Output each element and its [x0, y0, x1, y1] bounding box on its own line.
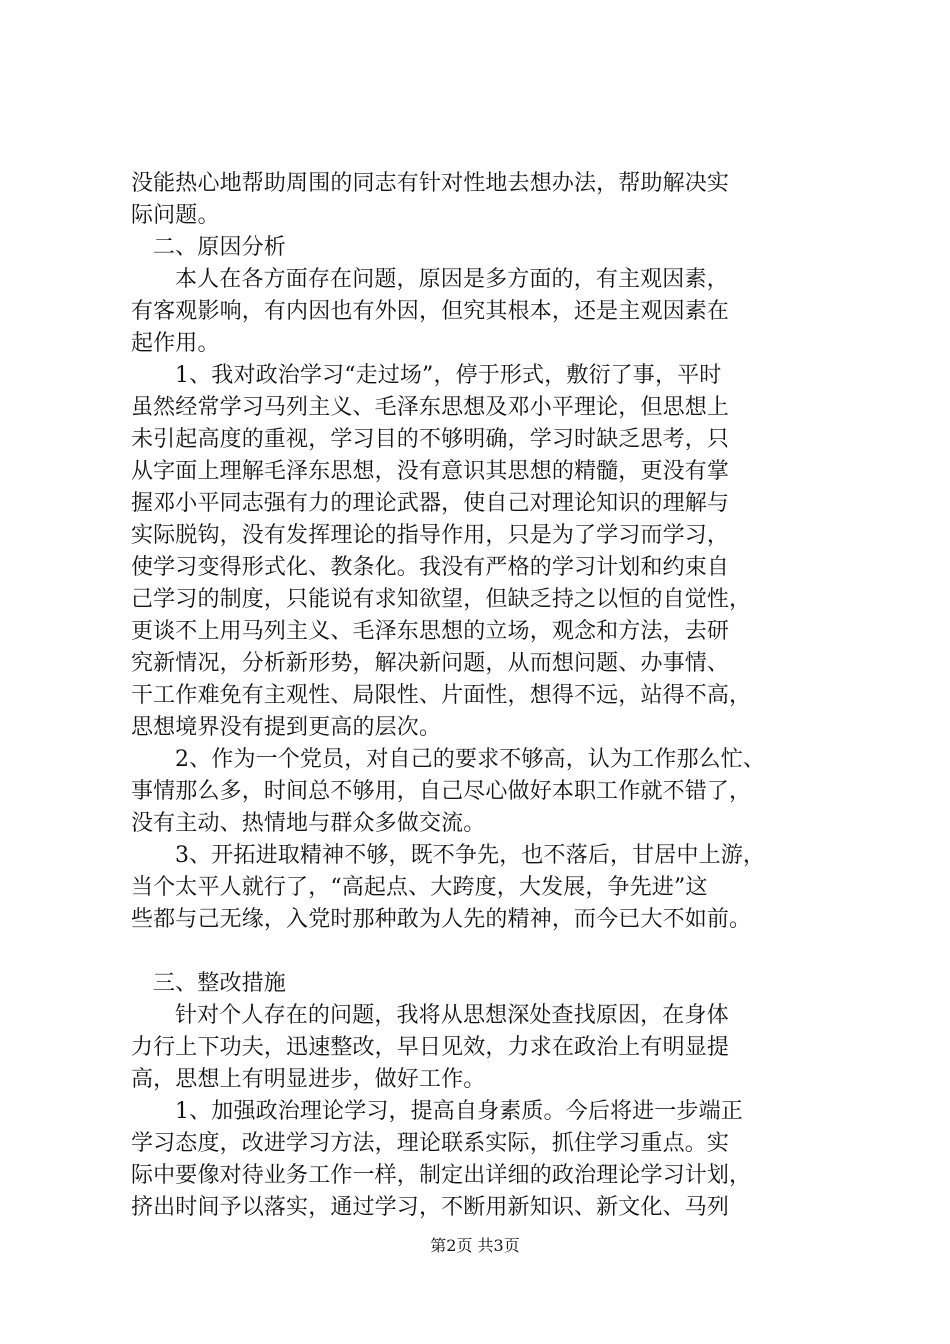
text-line: 际中要像对待业务工作一样，制定出详细的政治理论学习计划，: [131, 1163, 752, 1188]
text-line: 有客观影响，有内因也有外因，但究其根本，还是主观因素在: [131, 299, 730, 324]
text-line: 未引起高度的重视，学习目的不够明确，学习时缺乏思考，只: [131, 427, 730, 452]
text-line: 从字面上理解毛泽东思想，没有意识其思想的精髓，更没有掌: [131, 459, 730, 484]
text-line: 本人在各方面存在问题，原因是多方面的，有主观因素，: [175, 267, 729, 292]
text-line: 握邓小平同志强有力的理论武器，使自己对理论知识的理解与: [131, 491, 730, 516]
text-line: 3、开拓进取精神不够，既不争先，也不落后，甘居中上游，: [175, 843, 766, 868]
paragraph-measures-intro: [131, 1000, 849, 1096]
text-line: 起作用。: [131, 331, 220, 356]
text-line: 1、我对政治学习“走过场”，停于形式，敷衍了事，平时: [175, 363, 722, 388]
text-line: 针对个人存在的问题，我将从思想深处查找原因，在身体: [175, 1003, 729, 1028]
page-footer: [0, 1236, 950, 1256]
text-line: 些都与己无缘，入党时那种敢为人先的精神，而今已大不如前。: [131, 907, 752, 932]
paragraph-cause-intro: [131, 264, 849, 360]
page-number-label: 第2页 共3页: [430, 1236, 520, 1255]
text-line: 己学习的制度，只能说有求知欲望，但缺乏持之以恒的自觉性，: [131, 587, 752, 612]
paragraph-cause-3: [131, 840, 849, 936]
text-line: 究新情况，分析新形势，解决新问题，从而想问题、办事情、: [131, 651, 730, 676]
text-line: 高，思想上有明显进步，做好工作。: [131, 1067, 486, 1092]
text-line: 思想境界没有提到更高的层次。: [131, 715, 442, 740]
paragraph-measure-1: [131, 1096, 849, 1224]
text-line: 2、作为一个党员，对自己的要求不够高，认为工作那么忙、: [175, 747, 766, 772]
text-line: 事情那么多，时间总不够用，自己尽心做好本职工作就不错了，: [131, 779, 752, 804]
text-line: 更谈不上用马列主义、毛泽东思想的立场，观念和方法，去研: [131, 619, 730, 644]
text-line: 干工作难免有主观性、局限性、片面性，想得不远，站得不高，: [131, 683, 752, 708]
heading-text: 三、整改措施: [153, 971, 286, 996]
text-line: 虽然经常学习马列主义、毛泽东思想及邓小平理论，但思想上: [131, 395, 730, 420]
text-line: 当个太平人就行了，“高起点、大跨度，大发展，争先进”这: [131, 875, 708, 900]
text-line: 际问题。: [131, 203, 220, 228]
heading-text: 二、原因分析: [153, 235, 286, 260]
blank-line: [131, 936, 849, 968]
paragraph-continuation: [131, 168, 849, 232]
paragraph-cause-1: [131, 360, 849, 744]
text-line: 学习态度，改进学习方法，理论联系实际，抓住学习重点。实: [131, 1131, 730, 1156]
text-line: 使学习变得形式化、教条化。我没有严格的学习计划和约束自: [131, 555, 730, 580]
document-body: [131, 168, 849, 1224]
text-line: 没能热心地帮助周围的同志有针对性地去想办法，帮助解决实: [131, 171, 730, 196]
section-heading-measures: [131, 968, 849, 1000]
text-line: 力行上下功夫，迅速整改，早日见效，力求在政治上有明显提: [131, 1035, 730, 1060]
text-line: 挤出时间予以落实，通过学习，不断用新知识、新文化、马列: [131, 1195, 730, 1220]
text-line: 1、加强政治理论学习，提高自身素质。今后将进一步端正: [175, 1099, 743, 1124]
text-line: 实际脱钩，没有发挥理论的指导作用，只是为了学习而学习，: [131, 523, 730, 548]
section-heading-cause-analysis: [131, 232, 849, 264]
paragraph-cause-2: [131, 744, 849, 840]
text-line: 没有主动、热情地与群众多做交流。: [131, 811, 486, 836]
